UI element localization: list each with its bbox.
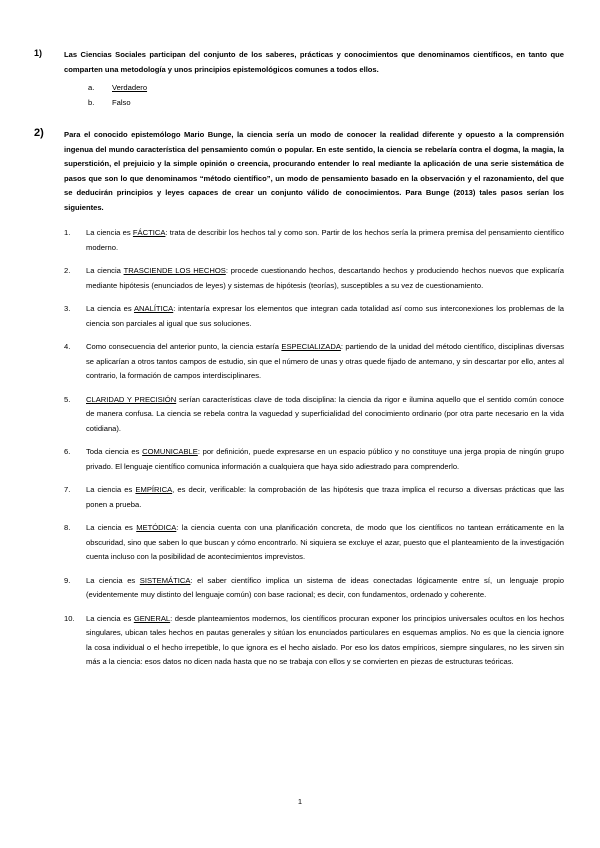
question-1-text: Las Ciencias Sociales participan del conjunto de los saberes, prácticas y conocimientos que denominamos científicos, en tanto que comparten una metodología y unos principios epistemológicos comunes a todos ellos. bbox=[64, 50, 564, 74]
option-letter: a. bbox=[88, 83, 95, 92]
list-item-key: FÁCTICA bbox=[132, 228, 166, 237]
option-label: Falso bbox=[112, 98, 131, 107]
list-item-post: : trata de describir los hechos tal y como son. Partir de los hechos sería la primera premisa del pensamiento científico moderno. bbox=[86, 228, 565, 252]
question-1 bbox=[34, 48, 564, 110]
list-item-key: METÓDICA bbox=[136, 523, 177, 532]
question-1-number: 1) bbox=[34, 48, 43, 58]
list-item-pre: La ciencia es bbox=[86, 575, 140, 585]
list-item-pre: Como consecuencia del anterior punto, la ciencia estaría bbox=[86, 342, 282, 351]
list-item-pre: Toda ciencia es bbox=[86, 447, 143, 456]
list-item bbox=[34, 445, 564, 474]
list-item bbox=[34, 302, 564, 331]
list-item-key: ANALÍTICA bbox=[133, 304, 174, 313]
list-item-key: COMUNICABLE bbox=[142, 447, 198, 456]
list-item-number: 9. bbox=[64, 575, 71, 585]
list-item-post: : por definición, puede expresarse en un espacio público y no constituye una jerga propia de ningún grupo privado. El lenguaje científico comunica información a cualquiera que haya sido adiestrado para comprenderlo. bbox=[86, 447, 564, 471]
list-item-pre: La ciencia es bbox=[86, 613, 134, 623]
list-item-pre: La ciencia es bbox=[86, 304, 134, 313]
option-letter: b. bbox=[88, 98, 95, 107]
list-item bbox=[34, 521, 564, 565]
list-item-key: SISTEMÁTICA bbox=[139, 575, 191, 585]
list-item-post: : el saber científico implica un sistema de ideas conectadas lógicamente entre sí, un lenguaje propio (evidentemente muy distinto del lenguaje común) con base racional; es decir, con fundamentos, ordenado y coherente. bbox=[86, 575, 564, 599]
list-item-key: CLARIDAD Y PRECISIÓN bbox=[86, 394, 177, 404]
list-item-post: : la ciencia cuenta con una planificación concreta, de modo que los científicos no tantean erráticamente en la obscuridad, sino que saben lo que buscan y cómo encontrarlo. Ni siquiera se excluye el azar, puesto que el planteamiento de la investigación cuenta incluso con la posibilidad de acontecimientos imprevistos. bbox=[86, 523, 564, 561]
list-item-post: : desde planteamientos modernos, los científicos procuran exponer los principios universales ocultos en los hechos singulares, ubican tales hechos en pautas generales y sitúan los enunciados particulares en esquemas amplios. No es que la ciencia ignore la cosa individual o el hecho irrepetible, lo que ignora es el hecho aislado. Por eso los datos empíricos, siempre singulares, no les sirven sin más a la ciencia: esos datos no dicen nada hasta que no se trabaja con ellos y se convierten en piezas de estructuras teóricas. bbox=[86, 613, 565, 666]
question-2-text: Para el conocido epistemólogo Mario Bunge, la ciencia sería un modo de conocer la realidad diferente y opuesto a la comprensión ingenua del mundo característica del pensamiento común o popular. En este sentido, la ciencia se rebelaría contra el dogma, la magia, la superstición, el prejuicio y la simple opinión o creencia, procurando entender lo real mediante la aplicación de una serie sistemática de pasos que son lo que denominamos “método científico”, un modo de pensamiento basado en la observación y el razonamiento, del que se deducirán principios y leyes capaces de crear un conjunto válido de conocimientos. Para Bunge (2013) tales pasos serían los siguientes. bbox=[64, 130, 564, 212]
list-item-number: 7. bbox=[64, 485, 71, 494]
list-item-number: 10. bbox=[64, 613, 75, 623]
list-item-number: 2. bbox=[64, 266, 71, 275]
list-item-pre: La ciencia es bbox=[86, 523, 137, 532]
list-item-key: GENERAL bbox=[133, 613, 171, 623]
list-item-number: 6. bbox=[64, 447, 71, 456]
list-item-key: EMPÍRICA bbox=[135, 485, 173, 494]
option-a[interactable] bbox=[88, 80, 564, 95]
question-2 bbox=[34, 128, 564, 215]
list-item-post: : intentaría expresar los elementos que integran cada totalidad así como sus interconexiones los problemas de la ciencia son parciales al igual que sus soluciones. bbox=[86, 304, 564, 328]
option-b[interactable] bbox=[88, 95, 564, 110]
list-item-number: 5. bbox=[64, 394, 71, 404]
list-item-number: 8. bbox=[64, 523, 71, 532]
list-item-number: 3. bbox=[64, 304, 71, 313]
bunge-steps-list bbox=[34, 226, 564, 679]
list-item-pre: La ciencia es bbox=[86, 228, 133, 237]
page-number: 1 bbox=[297, 797, 303, 806]
list-item-number: 4. bbox=[64, 342, 71, 351]
list-item bbox=[34, 264, 564, 293]
list-item-number: 1. bbox=[64, 228, 71, 237]
list-item-post: , es decir, verificable: la comprobación de las hipótesis que traza implica el recurso a diversas prácticas que las ponen a prueba. bbox=[86, 485, 564, 509]
list-item-post: : partiendo de la unidad del método científico, disciplinas diversas se aplicarían a otros tantos campos de estudio, sin que el número de unas y otras quede fijado de antemano, y sin descartar por ello, antes al contrario, la formación de campos interdisciplinares. bbox=[86, 342, 564, 380]
option-label: Verdadero bbox=[112, 83, 148, 92]
list-item bbox=[34, 483, 564, 512]
question-1-options bbox=[88, 80, 564, 110]
question-2-number: 2) bbox=[34, 127, 44, 139]
list-item-pre: La ciencia bbox=[86, 266, 124, 275]
list-item bbox=[34, 574, 564, 603]
list-item-key: TRASCIENDE LOS HECHOS bbox=[123, 266, 226, 275]
list-item-post: : procede cuestionando hechos, descartando hechos y produciendo hechos nuevos que explicaría mediante hipótesis (enunciados de leyes) y sistemas de hipótesis (teorías), susceptibles a su vez de cuestionamiento. bbox=[86, 266, 564, 290]
list-item-post: serían características clave de toda disciplina: la ciencia da rigor e ilumina aquello que el sentido común conoce de manera confusa. La ciencia se rebela contra la vaguedad y superficialidad del conocimiento ordinario (por otra parte necesario en la vida cotidiana). bbox=[86, 394, 564, 433]
list-item bbox=[34, 393, 564, 437]
list-item bbox=[34, 226, 564, 255]
list-item bbox=[34, 612, 564, 670]
list-item bbox=[34, 340, 564, 384]
list-item-pre: La ciencia es bbox=[86, 485, 136, 494]
list-item-key: ESPECIALIZADA bbox=[281, 342, 341, 351]
